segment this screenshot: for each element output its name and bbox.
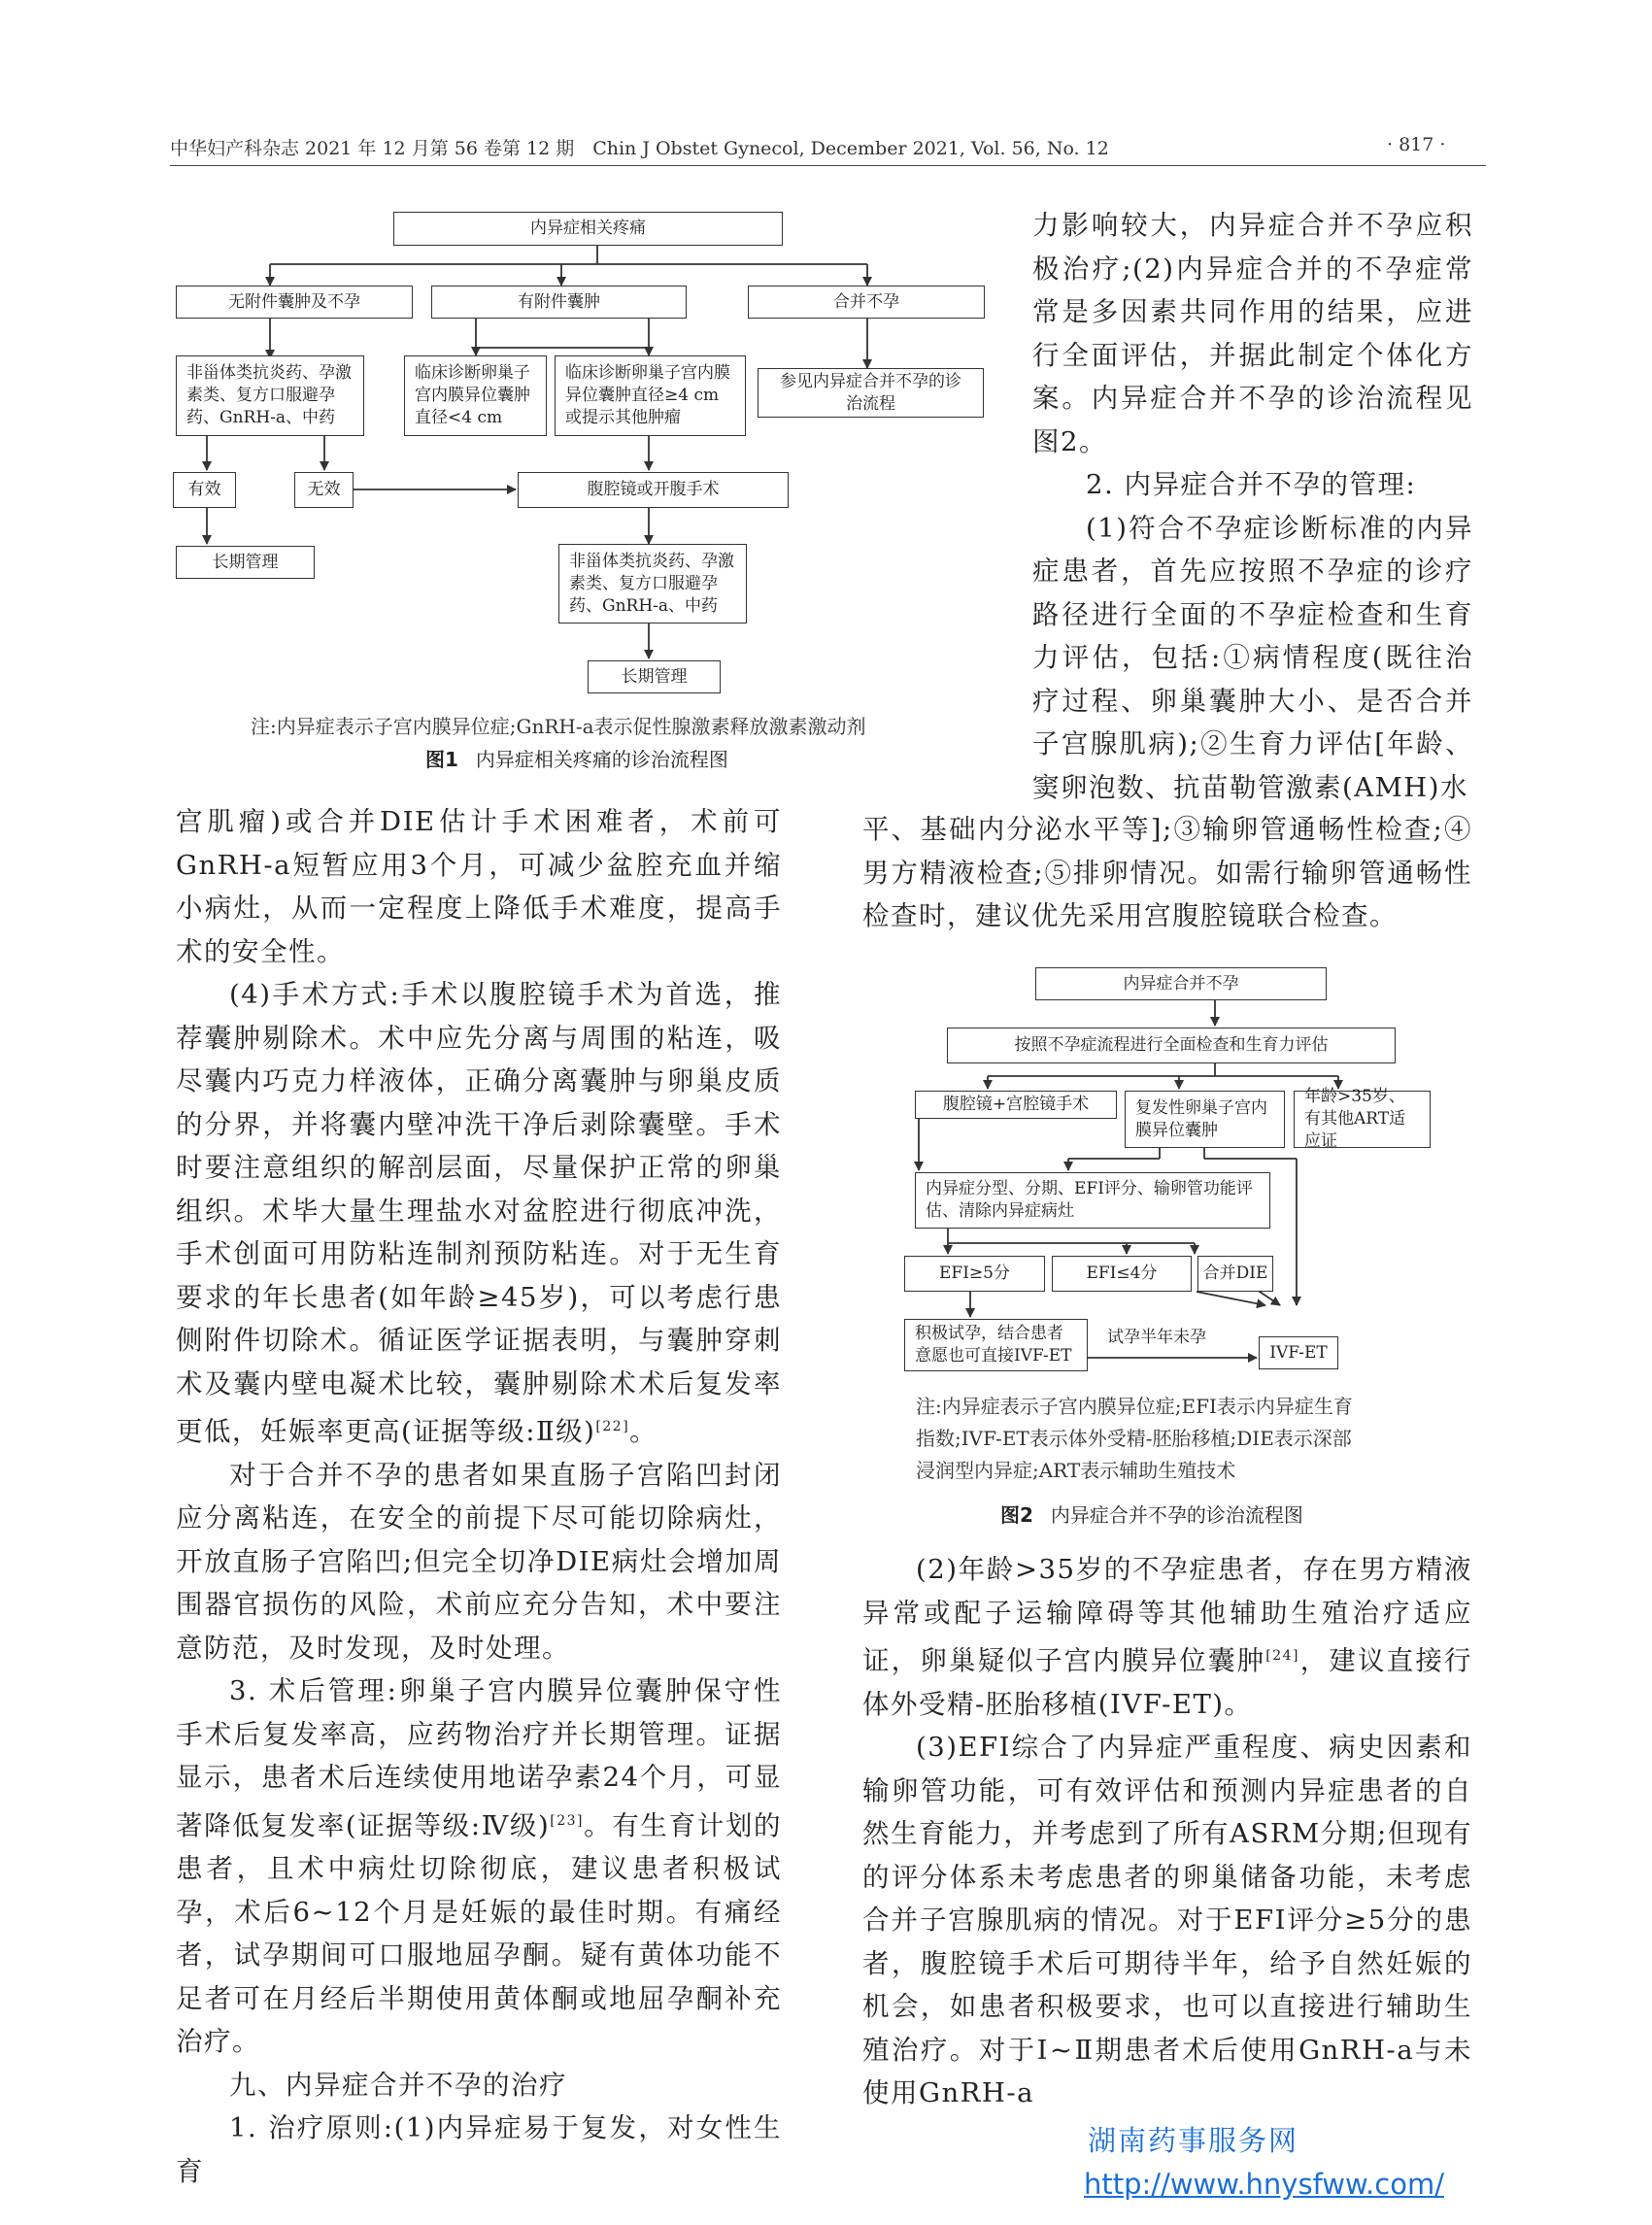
watermark-url-link[interactable]: http://www.hnysfww.com/ bbox=[1084, 2168, 1444, 2201]
right-paragraph-3b: 平、基础内分泌水平等];③输卵管通畅性检查;④男方精液检查;⑤排卵情况。如需行输卵管通畅性检查时，建议优先采用宫腹腔镜联合检查。 bbox=[862, 814, 1472, 931]
journal-header: 中华妇产科杂志 2021 年 12 月第 56 卷第 12 期 Chin J Obstet Gynecol, December 2021, Vol. 56, No. 12 bbox=[170, 138, 1109, 159]
left-paragraph-1: 宫肌瘤)或合并DIE估计手术困难者，术前可GnRH-a短暂应用3个月，可减少盆腔充血并缩小病灶，从而一定程度上降低手术难度，提高手术的安全性。 bbox=[176, 806, 782, 967]
left-paragraph-3: 对于合并不孕的患者如果直肠子宫陷凹封闭应分离粘连，在安全的前提下尽可能切除病灶，开放直肠子宫陷凹;但完全切净DIE病灶会增加周围器官损伤的风险，术前应充分告知，术中要注意防范，及时发现，及时处理。 bbox=[176, 1459, 782, 1664]
right-paragraph-5: (3)EFI综合了内异症严重程度、病史因素和输卵管功能，可有效评估和预测内异症患者的自然生育能力，并考虑到了所有ASRM分期;但现有的评分体系未考虑患者的卵巢储备功能，未考虑合并子宫腺肌病的情况。对于EFI评分≥5分的患者，腹腔镜手术后可期待半年，给予自然妊娠的机会，如患者积极要求，也可以直接进行辅助生殖治疗。对于Ⅰ~Ⅱ期患者术后使用GnRH-a与未使用GnRH-a bbox=[862, 1732, 1472, 2109]
fig2-ivf-box: IVF-ET bbox=[1259, 1336, 1338, 1369]
left-paragraph-2 bbox=[176, 973, 782, 1454]
left-paragraph-4 bbox=[176, 1669, 782, 2064]
fig1-caption bbox=[425, 744, 728, 772]
fig1-surgery-box: 腹腔镜或开腹手术 bbox=[518, 472, 789, 508]
reference-22: [22] bbox=[595, 1419, 630, 1434]
fig2-caption-text: 内异症合并不孕的诊治流程图 bbox=[1050, 1503, 1303, 1527]
fig2-efi-low-box: EFI≤4分 bbox=[1052, 1256, 1192, 1292]
fig1-long-term-box-2: 长期管理 bbox=[588, 660, 721, 693]
right-paragraph-1: 力影响较大，内异症合并不孕应积极治疗;(2)内异症合并的不孕症常常是多因素共同作用的结果，应进行全面评估，并据此制定个体化方案。内异症合并不孕的诊治流程见图2。 bbox=[1032, 210, 1473, 457]
fig2-staging-box: 内异症分型、分期、EFI评分、输卵管功能评估、清除内异症病灶 bbox=[915, 1172, 1270, 1229]
fig2-active-trial-box: 积极试孕，结合患者意愿也可直接IVF-ET bbox=[904, 1319, 1088, 1371]
right-column-lower bbox=[862, 1548, 1472, 2115]
fig2-assessment-box: 按照不孕症流程进行全面检查和生育力评估 bbox=[947, 1028, 1396, 1063]
left-paragraph-5: 1. 治疗原则:(1)内异症易于复发，对女性生育 bbox=[176, 2112, 782, 2187]
fig1-caption-text: 内异症相关疼痛的诊治流程图 bbox=[475, 748, 728, 771]
right-paragraph-3a: (1)符合不孕症诊断标准的内异症患者，首先应按照不孕症的诊疗路径进行全面的不孕症检查和生育力评估，包括:①病情程度(既往治疗过程、卵巢囊肿大小、是否合并子宫腺肌病);②生育力评估[年龄、窦卵泡数、抗苗勒管激素(AMH)水 bbox=[1032, 512, 1473, 803]
left-paragraph-4-end: 。有生育计划的患者，且术中病灶切除彻底，建议患者积极试孕，术后6~12个月是妊娠的最佳时期。有痛经者，试孕期间可口服地屈孕酮。疑有黄体功能不足者可在月经后半期使用黄体酮或地屈孕酮补充治疗。 bbox=[176, 1809, 782, 2058]
fig2-age-box: 年龄>35岁、有其他ART适应证 bbox=[1294, 1091, 1431, 1148]
right-paragraph-2: 2. 内异症合并不孕的管理: bbox=[1086, 469, 1417, 500]
fig1-effective-box: 有效 bbox=[173, 472, 236, 508]
fig1-large-cyst-box: 临床诊断卵巢子宫内膜异位囊肿直径≥4 cm或提示其他肿瘤 bbox=[555, 355, 746, 436]
fig1-long-term-box-1: 长期管理 bbox=[176, 546, 315, 579]
reference-23: [23] bbox=[550, 1812, 584, 1829]
right-column-upper bbox=[1032, 204, 1473, 809]
reference-24: [24] bbox=[1265, 1648, 1300, 1664]
fig1-post-drug-box: 非甾体类抗炎药、孕激素类、复方口服避孕药、GnRH-a、中药 bbox=[558, 544, 747, 624]
left-paragraph-2-text: (4)手术方式:手术以腹腔镜手术为首选，推荐囊肿剔除术。术中应先分离与周围的粘连，吸尽囊内巧克力样液体，正确分离囊肿与卵巢皮质的分界，并将囊内壁冲洗干净后剥除囊壁。手术时要注意组织的解剖层面，尽量保护正常的卵巢组织。术毕大量生理盐水对盆腔进行彻底冲洗，手术创面可用防粘连制剂预防粘连。对于无生育要求的年长患者(如年龄≥45岁)，可以考虑行患侧附件切除术。循证医学证据表明，与囊肿穿刺术及囊内壁电凝术比较，囊肿剔除术术后复发率更低，妊娠率更高(证据等级:Ⅱ级) bbox=[176, 979, 782, 1448]
left-paragraph-2-end: 。 bbox=[629, 1416, 658, 1448]
fig2-caption-number: 图2 bbox=[1000, 1503, 1033, 1527]
fig1-note: 注:内异症表示子宫内膜异位症;GnRH-a表示促性腺激素释放激素激动剂 bbox=[251, 715, 866, 738]
fig2-root-box: 内异症合并不孕 bbox=[1035, 967, 1327, 1000]
watermark-site-name: 湖南药事服务网 bbox=[1088, 2124, 1299, 2157]
fig2-efi-high-box: EFI≥5分 bbox=[904, 1256, 1045, 1292]
fig1-see-infertility-box: 参见内异症合并不孕的诊治流程 bbox=[758, 368, 984, 418]
right-paragraph-4-text: (2)年龄>35岁的不孕症患者，存在男方精液异常或配子运输障碍等其他辅助生殖治疗适应证，卵巢疑似子宫内膜异位囊肿 bbox=[862, 1554, 1472, 1677]
page-number: · 817 · bbox=[1387, 134, 1446, 155]
fig1-no-cyst-box: 无附件囊肿及不孕 bbox=[176, 286, 413, 319]
fig2-note bbox=[916, 1391, 1353, 1487]
fig1-ineffective-box: 无效 bbox=[294, 472, 354, 508]
fig2-caption bbox=[1000, 1500, 1303, 1528]
right-column-middle bbox=[862, 808, 1472, 938]
fig2-note-line-1: 注:内异症表示子宫内膜异位症;EFI表示内异症生育 bbox=[916, 1395, 1353, 1418]
left-paragraph-4-text: 3. 术后管理:卵巢子宫内膜异位囊肿保守性手术后复发率高，应药物治疗并长期管理。证据显示，患者术后连续使用地诺孕素24个月，可显著降低复发率(证据等级:Ⅳ级) bbox=[176, 1675, 782, 1841]
fig1-drug-box: 非甾体类抗炎药、孕激素类、复方口服避孕药、GnRH-a、中药 bbox=[176, 355, 364, 436]
left-column bbox=[176, 800, 782, 2193]
fig2-note-line-2: 指数;IVF-ET表示体外受精-胚胎移植;DIE表示深部 bbox=[916, 1427, 1352, 1450]
fig2-trial-label: 试孕半年未孕 bbox=[1107, 1328, 1206, 1347]
section-heading: 九、内异症合并不孕的治疗 bbox=[229, 2069, 567, 2101]
fig1-infertility-box: 合并不孕 bbox=[748, 286, 985, 319]
right-paragraph-4-end: ，建议直接行体外受精-胚胎移植(IVF-ET)。 bbox=[862, 1645, 1473, 1720]
fig2-die-box: 合并DIE bbox=[1197, 1256, 1273, 1292]
fig1-cyst-box: 有附件囊肿 bbox=[431, 286, 687, 319]
fig1-caption-number: 图1 bbox=[425, 748, 458, 771]
fig1-root-box: 内异症相关疼痛 bbox=[393, 212, 783, 246]
right-paragraph-4 bbox=[862, 1548, 1472, 1726]
fig1-small-cyst-box: 临床诊断卵巢子宫内膜异位囊肿直径<4 cm bbox=[404, 355, 547, 436]
fig2-laparoscopy-box: 腹腔镜+宫腔镜手术 bbox=[915, 1091, 1117, 1119]
fig2-recurrent-cyst-box: 复发性卵巢子宫内膜异位囊肿 bbox=[1125, 1091, 1285, 1148]
fig2-note-line-3: 浸润型内异症;ART表示辅助生殖技术 bbox=[916, 1459, 1236, 1482]
